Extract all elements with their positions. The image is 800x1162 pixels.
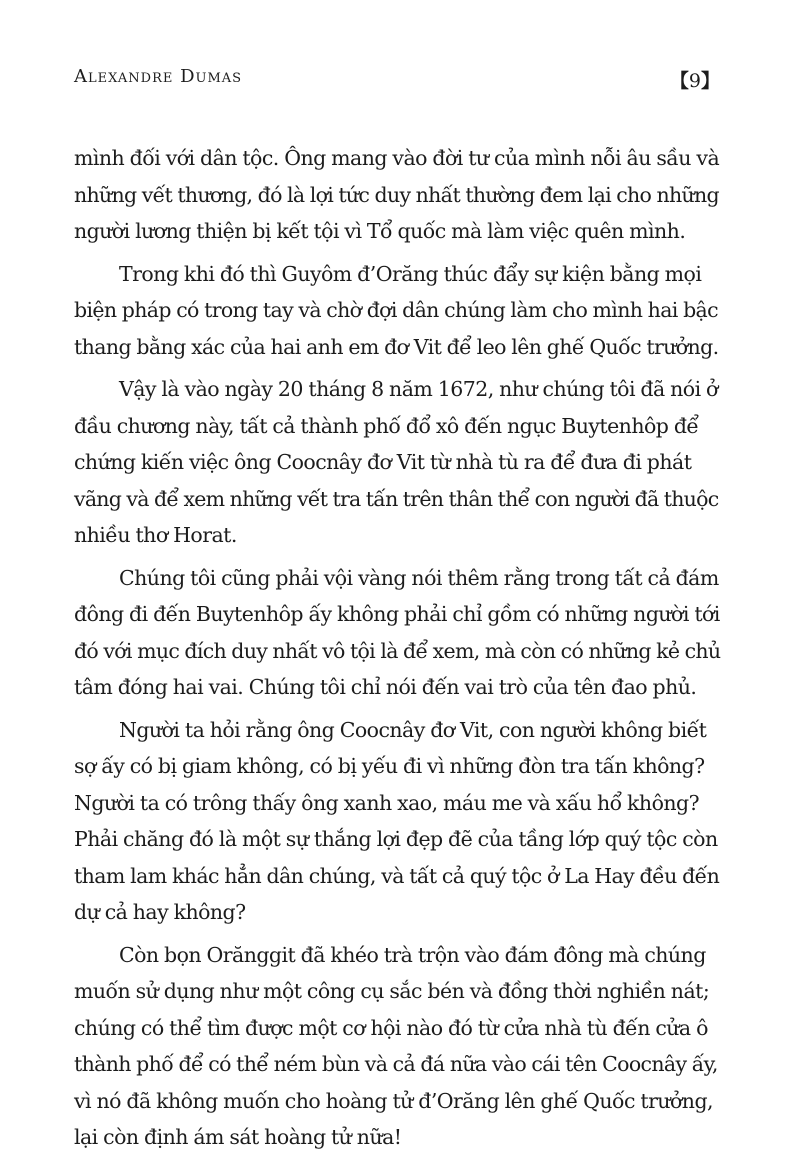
text-line: vãng và để xem những vết tra tấn trên thân thể con người đã thuộc (74, 486, 719, 511)
text-line: mình đối với dân tộc. Ông mang vào đời tư của mình nỗi âu sầu và (74, 146, 720, 170)
page-number-value: 9 (688, 70, 701, 92)
body-text (74, 140, 720, 1162)
text-line: biện pháp có trong tay và chờ đợi dân chúng làm cho mình hai bậc (74, 298, 718, 322)
page-number-open-bracket: 【 (669, 70, 689, 92)
text-line: đó với mục đích duy nhất vô tội là để xem, mà còn có những kẻ chủ (74, 638, 721, 663)
text-line: nhiều thơ Horat. (74, 523, 237, 547)
text-line: tham lam khác hẳn dân chúng, và tất cả quý tộc ở La Hay đều đến (74, 863, 720, 888)
text-line: dự cả hay không? (74, 900, 246, 924)
text-line: đông đi đến Buytenhôp ấy không phải chỉ gồm có những người tới (74, 602, 720, 626)
text-line: vì nó đã không muốn cho hoàng tử đ’Orăng lên ghế Quốc trưởng, (74, 1088, 713, 1113)
text-line: chúng có thể tìm được một cơ hội nào đó từ cửa nhà tù đến cửa ô (74, 1015, 708, 1040)
paragraph (74, 937, 720, 1156)
text-line: người lương thiện bị kết tội vì Tổ quốc mà làm việc quên mình. (74, 219, 686, 243)
paragraph (74, 560, 720, 706)
paragraph (74, 256, 720, 366)
paragraph (74, 371, 720, 554)
paragraph (74, 712, 720, 931)
text-line: Người ta hỏi rằng ông Coocnây đơ Vit, con người không biết (119, 717, 707, 742)
text-line: Vậy là vào ngày 20 tháng 8 năm 1672, như chúng tôi đã nói ở (119, 377, 718, 401)
text-line: Phải chăng đó là một sự thắng lợi đẹp đẽ của tầng lớp quý tộc còn (74, 827, 718, 851)
text-line: chứng kiến việc ông Coocnây đơ Vit từ nhà tù ra để đưa đi phát (74, 450, 692, 474)
running-header (74, 66, 720, 96)
text-line: lại còn định ám sát hoàng tử nữa! (74, 1125, 402, 1149)
page-number (670, 66, 720, 93)
text-line: Trong khi đó thì Guyôm đ’Orăng thúc đẩy sự kiện bằng mọi (119, 261, 702, 286)
text-line: thành phố để có thể ném bùn và cả đá nữa vào cái tên Coocnây ấy, (74, 1052, 718, 1076)
text-line: Người ta có trông thấy ông xanh xao, máu me và xấu hổ không? (74, 790, 700, 815)
text-line: những vết thương, đó là lợi tức duy nhất thường đem lại cho những (74, 182, 719, 207)
text-line: tâm đóng hai vai. Chúng tôi chỉ nói đến vai trò của tên đao phủ. (74, 675, 697, 699)
text-line: sợ ấy có bị giam không, có bị yếu đi vì những đòn tra tấn không? (74, 754, 705, 778)
text-line: đầu chương này, tất cả thành phố đổ xô đến ngục Buytenhôp để (74, 413, 699, 438)
author-name: Alexandre Dumas (74, 66, 243, 87)
paragraph (74, 140, 720, 250)
text-line: Còn bọn Orănggit đã khéo trà trộn vào đám đông mà chúng (119, 942, 706, 967)
text-line: thang bằng xác của hai anh em đơ Vit để leo lên ghế Quốc trưởng. (74, 334, 719, 359)
text-line: Chúng tôi cũng phải vội vàng nói thêm rằng trong tất cả đám (119, 565, 719, 590)
page-number-close-bracket: 】 (700, 70, 720, 92)
text-line: muốn sử dụng như một công cụ sắc bén và đồng thời nghiền nát; (74, 979, 710, 1003)
